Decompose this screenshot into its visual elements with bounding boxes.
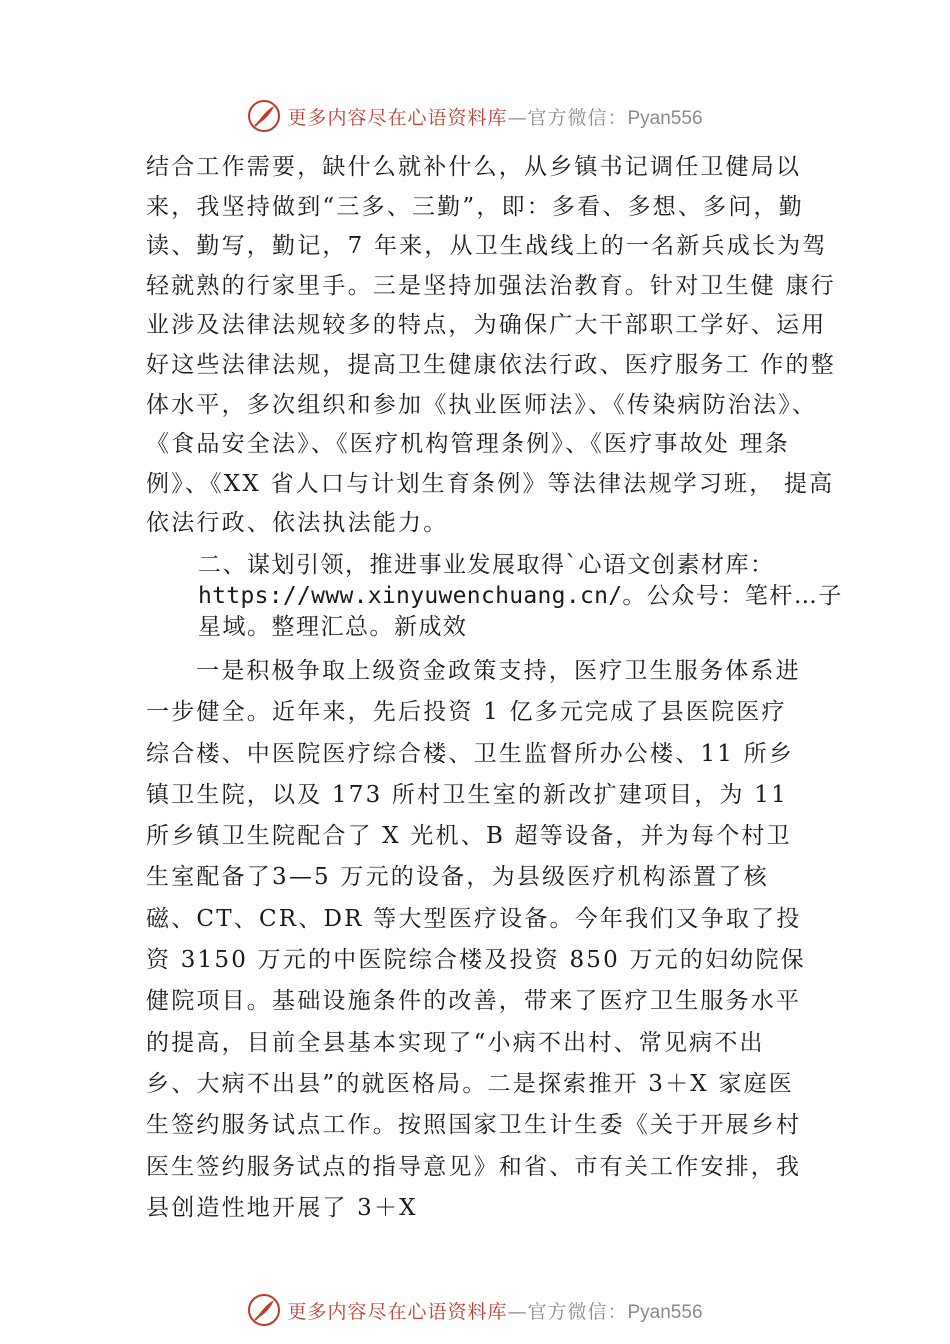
banner-wechat-id: Pyan556 bbox=[627, 1301, 703, 1323]
heading-prefix: 二、谋划引领，推进事业发展取得`心语文创素材库： bbox=[198, 551, 775, 578]
paragraph-1: 结合工作需要，缺什么就补什么，从乡镇书记调任卫健局以来，我坚持做到“三多、三勤”，即：多看、多想、多问，勤 读、勤写，勤记，7 年来，从卫生战线上的一名新兵成长为驾轻就熟的行家里手。三是坚持加强法治教育。针对卫生健 康行业涉及法律法规较多的特点，为确保广大干部职工学好、运用好这些法律法规，提高卫生健康依法行政、医疗服务工 作的整体水平，多次组织和参加《执业医师法》、《传染病防治法》、《食品安全法》、《医疗机构管理条例》、《医疗事故处 理条例》、《XX 省人口与计划生育条例》等法律法规学习班， 提高依法行政、依法执法能力。 bbox=[146, 154, 836, 537]
banner-wechat-id: Pyan556 bbox=[627, 107, 703, 129]
banner-text bbox=[287, 103, 702, 130]
banner-wechat-label: 官方微信： bbox=[527, 1300, 628, 1323]
document-body bbox=[146, 148, 846, 1229]
banner-separator: — bbox=[507, 1300, 528, 1323]
footer-banner bbox=[0, 1290, 950, 1330]
banner-wechat-label: 官方微信： bbox=[527, 106, 628, 129]
heading-url: https://www.xinyuwenchuang.cn/ bbox=[198, 582, 623, 609]
banner-separator: — bbox=[507, 106, 528, 129]
heading-suffix: 。公众号：笔杆…子星域。整理汇总。新成效 bbox=[198, 582, 843, 640]
header-banner bbox=[0, 96, 950, 136]
banner-text bbox=[287, 1297, 702, 1324]
banner-brand: 更多内容尽在心语资料库 bbox=[287, 106, 508, 129]
quill-logo-icon bbox=[247, 99, 281, 133]
banner-brand: 更多内容尽在心语资料库 bbox=[287, 1300, 508, 1323]
quill-logo-icon bbox=[247, 1293, 281, 1327]
section-heading bbox=[146, 550, 846, 643]
paragraph-3: 一是积极争取上级资金政策支持，医疗卫生服务体系进一步健全。近年来，先后投资 1 亿多元完成了县医院医疗综合楼、中医院医疗综合楼、卫生监督所办公楼、11 所乡镇卫生院，以及 173 所村卫生室的新改扩建项目，为 11 所乡镇卫生院配合了 X 光机、B 超等设备，并为每个村卫生室配备了3—5 万元的设备，为县级医疗机构添置了核磁、CT、CR、DR 等大型医疗设备。今年我们又争取了投资 3150 万元的中医院综合楼及投资 850 万元的妇幼院保健院项目。基础设施条件的改善，带来了医疗卫生服务水平的提高，目前全县基本实现了“小病不出村、常见病不出乡、大病不出县”的就医格局。二是探索推开 3＋X 家庭医生签约服务试点工作。按照国家卫生计生委《关于开展乡村医生签约服务试点的指导意见》和省、市有关工作安排，我县创造性地开展了 3＋X bbox=[146, 657, 806, 1221]
